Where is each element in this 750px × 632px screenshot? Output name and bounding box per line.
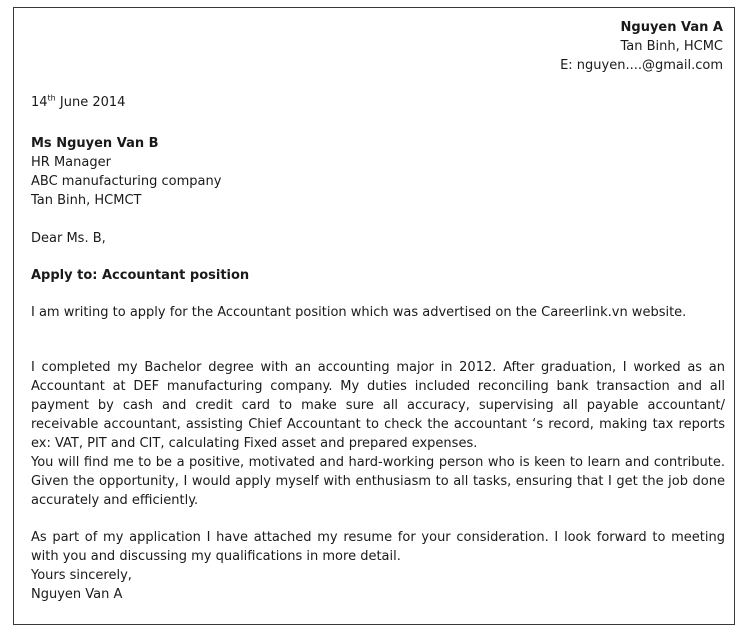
- closing-phrase: Yours sincerely,: [31, 568, 132, 583]
- sender-name: Nguyen Van A: [620, 20, 723, 35]
- sender-block: [560, 18, 723, 75]
- signature-name: Nguyen Van A: [31, 587, 123, 602]
- salutation: Dear Ms. B,: [31, 231, 106, 246]
- paragraph-intro: I am writing to apply for the Accountant position which was advertised on the Careerlink.vn website.: [31, 305, 687, 320]
- letter-date: [31, 93, 725, 112]
- paragraph-closing: As part of my application I have attached my resume for your consideration. I look forward to meeting with you and discussing my qualifications in more detail.: [31, 530, 725, 564]
- recipient-title: HR Manager: [31, 155, 111, 170]
- paragraph-experience: I completed my Bachelor degree with an accounting major in 2012. After graduation, I worked as an Accountant at DEF manufacturing company. My duties included reconciling bank transaction and all payment by cash and credit card to make sure all accuracy, supervising all payable accountant/ receivable accountant, assisting Chief Accountant to check the accountant ‘s record, making tax reports ex: VAT, PIT and CIT, calculating Fixed asset and prepared expenses.: [31, 360, 725, 451]
- paragraph-personality: You will find me to be a positive, motivated and hard-working person who is keen to learn and contribute. Given the opportunity, I would apply myself with enthusiasm to all tasks, ensuring that I get the job done accurately and efficiently.: [31, 455, 725, 508]
- recipient-company: ABC manufacturing company: [31, 174, 222, 189]
- sender-address: Tan Binh, HCMC: [620, 39, 723, 54]
- date-suffix: th: [47, 93, 56, 103]
- recipient-address: Tan Binh, HCMCT: [31, 193, 142, 208]
- date-rest: June 2014: [55, 95, 126, 110]
- recipient-name: Ms Nguyen Van B: [31, 136, 159, 151]
- date-day: 14: [31, 95, 48, 110]
- recipient-block: [31, 134, 725, 210]
- sender-email: E: nguyen....@gmail.com: [560, 58, 723, 73]
- subject-line: Apply to: Accountant position: [31, 268, 250, 283]
